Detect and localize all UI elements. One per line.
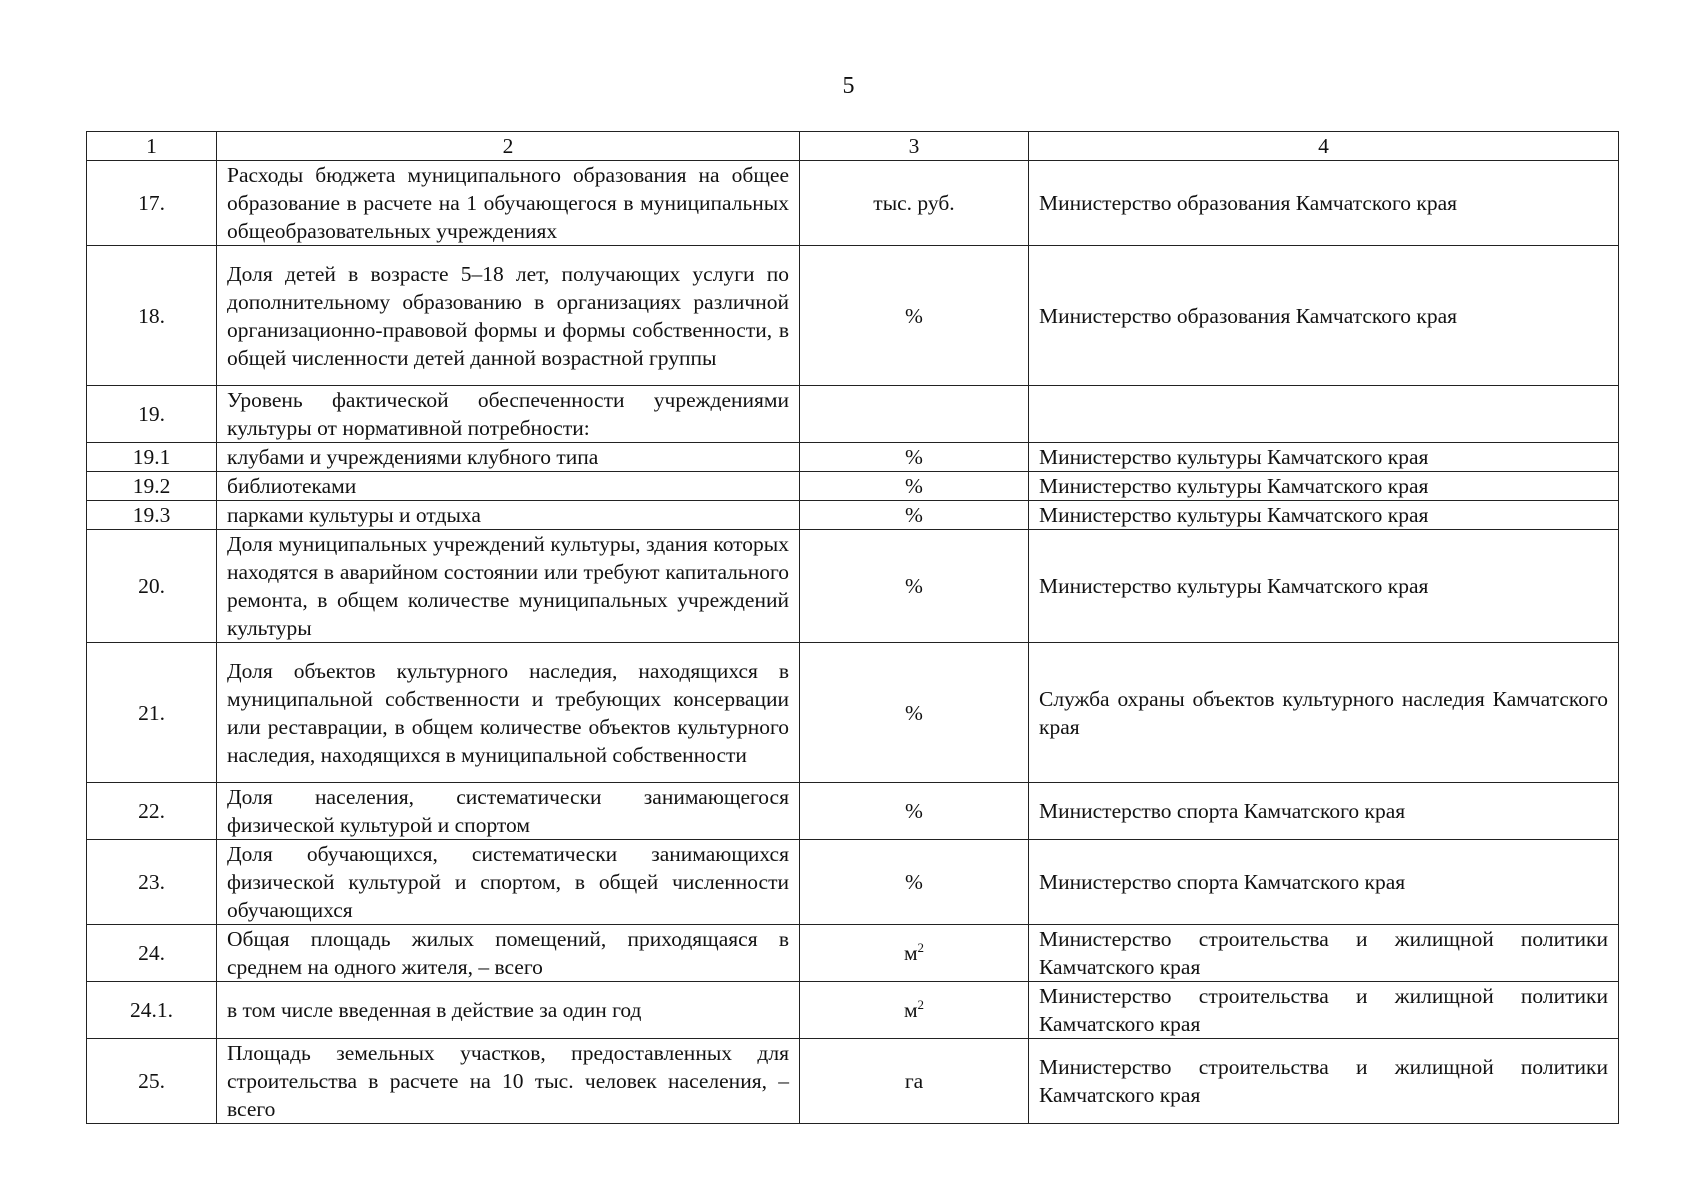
unit-exponent: 2 — [917, 996, 925, 1012]
data-source: Министерство строительства и жилищной политики Камчатского края — [1029, 925, 1619, 982]
unit: % — [800, 643, 1029, 783]
table-row — [87, 443, 1619, 472]
table-row — [87, 1039, 1619, 1124]
indicator-name: Доля обучающихся, систематически занимающихся физической культурой и спортом, в общей численности обучающихся — [217, 840, 800, 925]
row-number: 21. — [87, 643, 217, 783]
unit: % — [800, 246, 1029, 386]
row-number: 19.1 — [87, 443, 217, 472]
row-number: 24.1. — [87, 982, 217, 1039]
row-number: 22. — [87, 783, 217, 840]
unit-exponent: 2 — [917, 939, 925, 955]
column-header: 1 — [87, 132, 217, 161]
unit: % — [800, 472, 1029, 501]
data-source: Министерство образования Камчатского края — [1029, 161, 1619, 246]
unit: % — [800, 783, 1029, 840]
data-source: Министерство спорта Камчатского края — [1029, 840, 1619, 925]
unit: % — [800, 443, 1029, 472]
data-source: Министерство спорта Камчатского края — [1029, 783, 1619, 840]
indicator-name: в том числе введенная в действие за один год — [217, 982, 800, 1039]
row-number: 19. — [87, 386, 217, 443]
indicator-name: клубами и учреждениями клубного типа — [217, 443, 800, 472]
unit: тыс. руб. — [800, 161, 1029, 246]
data-source: Министерство строительства и жилищной политики Камчатского края — [1029, 1039, 1619, 1124]
row-number: 19.3 — [87, 501, 217, 530]
data-source: Министерство культуры Камчатского края — [1029, 443, 1619, 472]
table-row — [87, 386, 1619, 443]
data-source: Служба охраны объектов культурного наследия Камчатского края — [1029, 643, 1619, 783]
table-row — [87, 161, 1619, 246]
row-number: 18. — [87, 246, 217, 386]
table-row — [87, 643, 1619, 783]
table-row — [87, 530, 1619, 643]
table-row — [87, 783, 1619, 840]
indicator-name: Общая площадь жилых помещений, приходящаяся в среднем на одного жителя, – всего — [217, 925, 800, 982]
indicator-name: парками культуры и отдыха — [217, 501, 800, 530]
data-source: Министерство строительства и жилищной политики Камчатского края — [1029, 982, 1619, 1039]
unit: % — [800, 530, 1029, 643]
column-header: 2 — [217, 132, 800, 161]
data-source: Министерство культуры Камчатского края — [1029, 501, 1619, 530]
indicator-name: Площадь земельных участков, предоставленных для строительства в расчете на 10 тыс. человек населения, – всего — [217, 1039, 800, 1124]
indicator-name: библиотеками — [217, 472, 800, 501]
column-header: 4 — [1029, 132, 1619, 161]
unit: га — [800, 1039, 1029, 1124]
indicator-name: Расходы бюджета муниципального образования на общее образование в расчете на 1 обучающегося в муниципальных общеобразовательных учреждениях — [217, 161, 800, 246]
indicator-name: Доля объектов культурного наследия, находящихся в муниципальной собственности и требующих консервации или реставрации, в общем количестве объектов культурного наследия, находящихся в муниципальной собственности — [217, 643, 800, 783]
indicator-name: Доля муниципальных учреждений культуры, здания которых находятся в аварийном состоянии или требуют капитального ремонта, в общем количестве муниципальных учреждений культуры — [217, 530, 800, 643]
data-source: Министерство культуры Камчатского края — [1029, 472, 1619, 501]
unit: % — [800, 501, 1029, 530]
table-row — [87, 840, 1619, 925]
table-row — [87, 501, 1619, 530]
indicators-table — [86, 131, 1619, 1124]
indicator-name: Уровень фактической обеспеченности учреждениями культуры от нормативной потребности: — [217, 386, 800, 443]
table-row — [87, 246, 1619, 386]
row-number: 19.2 — [87, 472, 217, 501]
table-row — [87, 982, 1619, 1039]
table-row — [87, 925, 1619, 982]
indicator-name: Доля населения, систематически занимающегося физической культурой и спортом — [217, 783, 800, 840]
row-number: 17. — [87, 161, 217, 246]
indicator-name: Доля детей в возрасте 5–18 лет, получающих услуги по дополнительному образованию в организациях различной организационно-правовой формы и формы собственности, в общей численности детей данной возрастной группы — [217, 246, 800, 386]
unit: % — [800, 840, 1029, 925]
table-header-row — [87, 132, 1619, 161]
unit — [800, 982, 1029, 1039]
unit — [800, 386, 1029, 443]
row-number: 20. — [87, 530, 217, 643]
row-number: 25. — [87, 1039, 217, 1124]
data-source: Министерство культуры Камчатского края — [1029, 530, 1619, 643]
column-header: 3 — [800, 132, 1029, 161]
unit-base: м — [903, 941, 918, 965]
unit — [800, 925, 1029, 982]
row-number: 23. — [87, 840, 217, 925]
page-number: 5 — [842, 73, 855, 99]
data-source: Министерство образования Камчатского края — [1029, 246, 1619, 386]
data-source — [1029, 386, 1619, 443]
table-row — [87, 472, 1619, 501]
row-number: 24. — [87, 925, 217, 982]
unit-base: м — [903, 998, 918, 1022]
